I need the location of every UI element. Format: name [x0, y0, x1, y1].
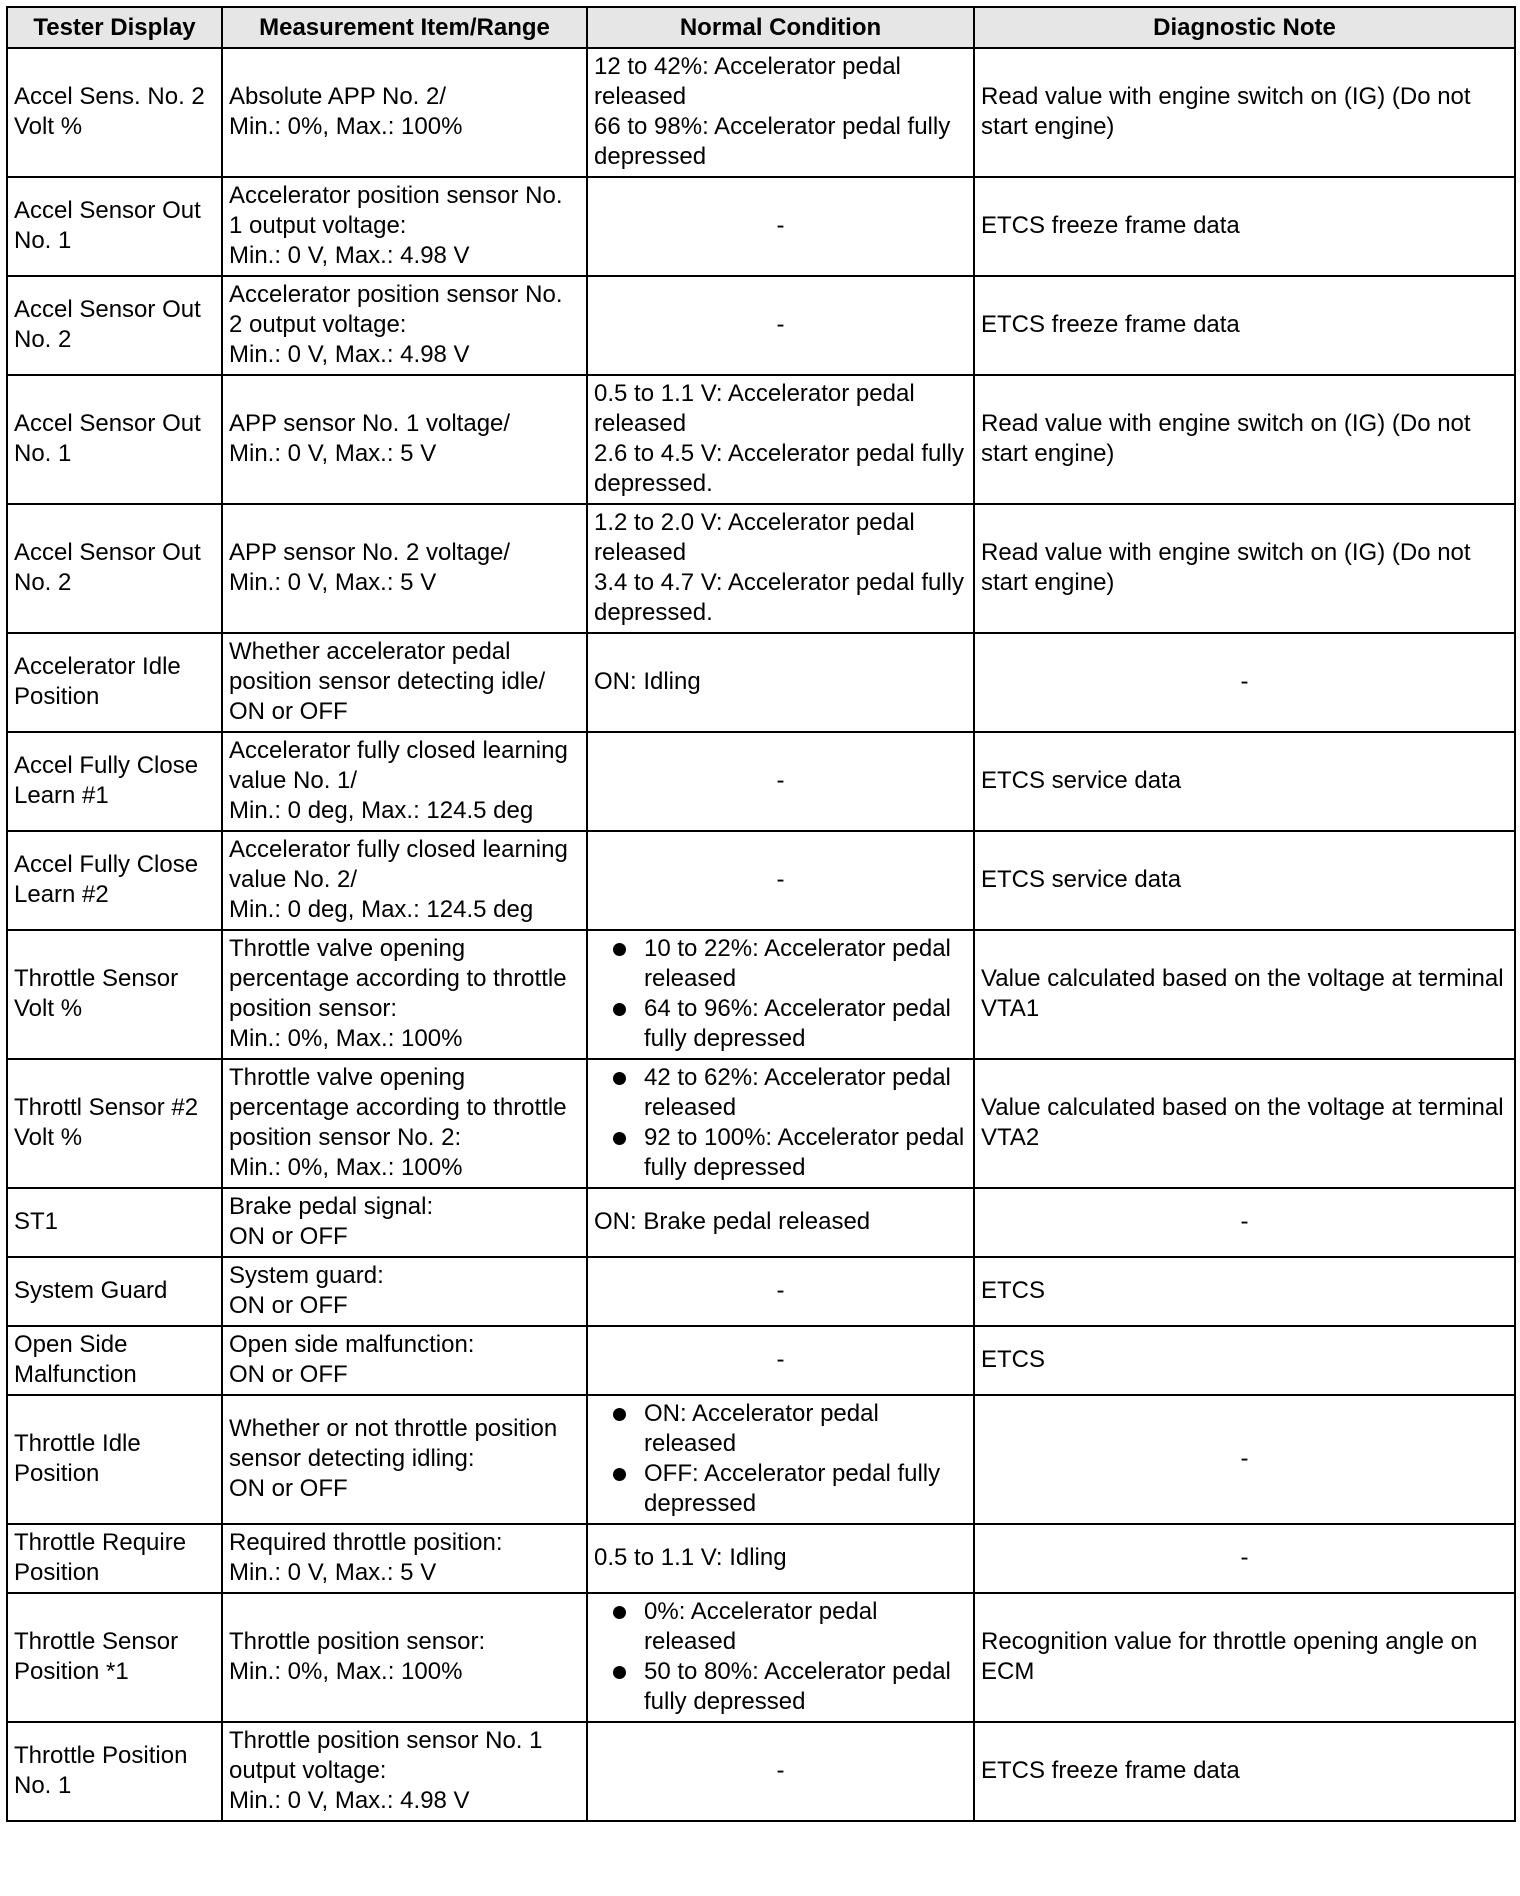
header-tester-display: Tester Display [7, 7, 222, 48]
cell-measurement-item [222, 1326, 587, 1395]
bullet-dot-icon [613, 943, 626, 956]
cell-tester-display [7, 1257, 222, 1326]
tester-display-line: System Guard [14, 1277, 168, 1304]
tester-display-line: Throttle Position [14, 1742, 188, 1769]
bullet-text: 0%: Accelerator pedal released [644, 1598, 878, 1655]
tester-display-line: Position [14, 683, 100, 710]
cell-measurement-item [222, 1722, 587, 1821]
cell-tester-display [7, 276, 222, 375]
cell-normal-condition: 0.5 to 1.1 V: Idling [587, 1524, 974, 1593]
bullet-dot-icon [613, 1408, 626, 1421]
cell-diagnostic-note: ETCS freeze frame data [974, 177, 1515, 276]
measurement-line: Min.: 0 V, Max.: 5 V [229, 569, 437, 596]
bullet-dot-icon [613, 1606, 626, 1619]
cell-diagnostic-note: ETCS service data [974, 732, 1515, 831]
table-row [7, 1257, 1515, 1326]
cell-measurement-item [222, 732, 587, 831]
cell-measurement-item [222, 1188, 587, 1257]
measurement-line: Min.: 0 deg, Max.: 124.5 deg [229, 896, 534, 923]
tester-display-line: Position *1 [14, 1658, 129, 1685]
bullet-text: 64 to 96%: Accelerator pedal fully depressed [644, 995, 951, 1052]
data-list-page [6, 6, 1514, 1822]
tester-display-line: Position [14, 1559, 100, 1586]
normal-condition-line: 2.6 to 4.5 V: Accelerator pedal fully depressed. [594, 440, 964, 497]
normal-condition-bullet-list [594, 1597, 967, 1717]
table-row [7, 732, 1515, 831]
header-normal-condition: Normal Condition [587, 7, 974, 48]
normal-condition-bullet [594, 1597, 967, 1657]
cell-measurement-item [222, 1524, 587, 1593]
table-row [7, 1722, 1515, 1821]
bullet-dot-icon [613, 1072, 626, 1085]
cell-diagnostic-note: - [974, 633, 1515, 732]
cell-measurement-item [222, 930, 587, 1059]
normal-condition-bullet [594, 994, 967, 1054]
cell-diagnostic-note: Value calculated based on the voltage at terminal VTA1 [974, 930, 1515, 1059]
bullet-dot-icon [613, 1003, 626, 1016]
cell-diagnostic-note: Read value with engine switch on (IG) (Do not start engine) [974, 504, 1515, 633]
tester-display-line: Accelerator Idle [14, 653, 181, 680]
tester-display-line: Throttle Require [14, 1529, 187, 1556]
tester-display-line: Throttle Idle [14, 1430, 141, 1457]
cell-normal-condition [587, 48, 974, 177]
cell-diagnostic-note: ETCS freeze frame data [974, 276, 1515, 375]
cell-measurement-item [222, 633, 587, 732]
measurement-line: Throttle position sensor: [229, 1628, 486, 1655]
measurement-line: Min.: 0%, Max.: 100% [229, 1154, 463, 1181]
normal-condition-bullet-list [594, 934, 967, 1054]
cell-tester-display [7, 930, 222, 1059]
normal-condition-line: 66 to 98%: Accelerator pedal fully depressed [594, 113, 951, 170]
measurement-line: Accelerator position sensor No. 2 output voltage: [229, 281, 563, 338]
cell-normal-condition [587, 375, 974, 504]
measurement-line: Whether or not throttle position sensor detecting idling: [229, 1415, 558, 1472]
normal-condition-bullet [594, 1123, 967, 1183]
tester-display-line: Open Side [14, 1331, 128, 1358]
cell-measurement-item [222, 276, 587, 375]
table-header-row [7, 7, 1515, 48]
cell-tester-display [7, 1188, 222, 1257]
cell-measurement-item [222, 1257, 587, 1326]
cell-tester-display [7, 732, 222, 831]
normal-condition-bullet [594, 934, 967, 994]
cell-normal-condition: - [587, 1257, 974, 1326]
bullet-text: OFF: Accelerator pedal fully depressed [644, 1460, 941, 1517]
bullet-text: 50 to 80%: Accelerator pedal fully depressed [644, 1658, 951, 1715]
cell-tester-display [7, 177, 222, 276]
table-row [7, 1059, 1515, 1188]
cell-normal-condition: - [587, 732, 974, 831]
tester-display-line: Volt % [14, 1124, 83, 1151]
normal-condition-line: 1.2 to 2.0 V: Accelerator pedal released [594, 509, 915, 566]
normal-condition-line: 0.5 to 1.1 V: Accelerator pedal released [594, 380, 915, 437]
cell-normal-condition: - [587, 177, 974, 276]
cell-measurement-item [222, 831, 587, 930]
cell-tester-display [7, 831, 222, 930]
cell-normal-condition [587, 504, 974, 633]
cell-normal-condition [587, 1395, 974, 1524]
measurement-line: Accelerator fully closed learning value No. 2/ [229, 836, 568, 893]
cell-diagnostic-note: ETCS [974, 1257, 1515, 1326]
table-row [7, 1188, 1515, 1257]
measurement-line: Whether accelerator pedal position sensor detecting idle/ [229, 638, 546, 695]
tester-display-line: Throttle Sensor [14, 1628, 179, 1655]
cell-tester-display [7, 1722, 222, 1821]
cell-tester-display [7, 1395, 222, 1524]
measurement-line: Required throttle position: [229, 1529, 503, 1556]
measurement-line: Throttle valve opening percentage according to throttle position sensor No. 2: [229, 1064, 567, 1151]
normal-condition-bullet [594, 1657, 967, 1717]
tester-display-line: ST1 [14, 1208, 59, 1235]
measurement-line: ON or OFF [229, 1292, 348, 1319]
tester-display-line: Accel Sens. No. 2 [14, 83, 205, 110]
table-row [7, 504, 1515, 633]
measurement-line: Open side malfunction: [229, 1331, 475, 1358]
table-row [7, 633, 1515, 732]
bullet-text: 10 to 22%: Accelerator pedal released [644, 935, 951, 992]
measurement-line: APP sensor No. 2 voltage/ [229, 539, 511, 566]
cell-normal-condition: - [587, 1722, 974, 1821]
measurement-line: Min.: 0%, Max.: 100% [229, 1658, 463, 1685]
table-row [7, 831, 1515, 930]
cell-measurement-item [222, 1059, 587, 1188]
table-row [7, 177, 1515, 276]
cell-diagnostic-note: ETCS freeze frame data [974, 1722, 1515, 1821]
cell-measurement-item [222, 1593, 587, 1722]
table-row [7, 1524, 1515, 1593]
normal-condition-line: 3.4 to 4.7 V: Accelerator pedal fully depressed. [594, 569, 964, 626]
normal-condition-bullet [594, 1399, 967, 1459]
cell-diagnostic-note: Read value with engine switch on (IG) (Do not start engine) [974, 375, 1515, 504]
tester-display-line: Volt % [14, 113, 83, 140]
normal-condition-line: 12 to 42%: Accelerator pedal released [594, 53, 901, 110]
tester-display-line: No. 1 [14, 1772, 72, 1799]
measurement-line: ON or OFF [229, 1223, 348, 1250]
cell-normal-condition: - [587, 276, 974, 375]
measurement-line: Min.: 0 V, Max.: 5 V [229, 1559, 437, 1586]
cell-tester-display [7, 504, 222, 633]
bullet-dot-icon [613, 1132, 626, 1145]
cell-measurement-item [222, 48, 587, 177]
normal-condition-bullet [594, 1459, 967, 1519]
table-row [7, 930, 1515, 1059]
normal-condition-bullet-list [594, 1399, 967, 1519]
tester-display-line: Volt % [14, 995, 83, 1022]
cell-diagnostic-note: Recognition value for throttle opening angle on ECM [974, 1593, 1515, 1722]
tester-display-line: No. 1 [14, 227, 72, 254]
cell-tester-display [7, 633, 222, 732]
measurement-line: Throttle valve opening percentage according to throttle position sensor: [229, 935, 567, 1022]
bullet-text: 42 to 62%: Accelerator pedal released [644, 1064, 951, 1121]
tester-display-line: Accel Sensor Out [14, 539, 201, 566]
tester-display-line: Learn #2 [14, 881, 109, 908]
measurement-line: Min.: 0%, Max.: 100% [229, 1025, 463, 1052]
measurement-line: Min.: 0 V, Max.: 4.98 V [229, 341, 470, 368]
cell-tester-display [7, 1524, 222, 1593]
measurement-line: Brake pedal signal: [229, 1193, 434, 1220]
cell-normal-condition: - [587, 831, 974, 930]
cell-diagnostic-note: ETCS service data [974, 831, 1515, 930]
cell-diagnostic-note: - [974, 1188, 1515, 1257]
bullet-text: 92 to 100%: Accelerator pedal fully depressed [644, 1124, 965, 1181]
bullet-text: ON: Accelerator pedal released [644, 1400, 879, 1457]
measurement-line: Min.: 0 V, Max.: 4.98 V [229, 242, 470, 269]
tester-display-line: Accel Sensor Out [14, 197, 201, 224]
measurement-line: Throttle position sensor No. 1 output voltage: [229, 1727, 543, 1784]
measurement-line: Accelerator position sensor No. 1 output voltage: [229, 182, 563, 239]
cell-normal-condition [587, 1059, 974, 1188]
tester-display-line: Accel Fully Close [14, 851, 199, 878]
measurement-line: System guard: [229, 1262, 384, 1289]
measurement-line: Absolute APP No. 2/ [229, 83, 447, 110]
cell-normal-condition [587, 1593, 974, 1722]
cell-tester-display [7, 1059, 222, 1188]
measurement-line: Min.: 0%, Max.: 100% [229, 113, 463, 140]
cell-normal-condition: ON: Idling [587, 633, 974, 732]
tester-display-line: No. 2 [14, 326, 72, 353]
cell-normal-condition [587, 930, 974, 1059]
table-row [7, 1593, 1515, 1722]
bullet-dot-icon [613, 1666, 626, 1679]
cell-measurement-item [222, 504, 587, 633]
measurement-line: ON or OFF [229, 1361, 348, 1388]
header-measurement-item-range: Measurement Item/Range [222, 7, 587, 48]
tester-display-line: Accel Sensor Out [14, 296, 201, 323]
tester-display-line: Throttl Sensor #2 [14, 1094, 199, 1121]
table-row [7, 375, 1515, 504]
measurement-line: ON or OFF [229, 1475, 348, 1502]
header-diagnostic-note: Diagnostic Note [974, 7, 1515, 48]
tester-display-line: Malfunction [14, 1361, 137, 1388]
cell-normal-condition: ON: Brake pedal released [587, 1188, 974, 1257]
table-body [7, 48, 1515, 1821]
data-list-table [6, 6, 1516, 1822]
cell-normal-condition: - [587, 1326, 974, 1395]
cell-diagnostic-note: - [974, 1395, 1515, 1524]
measurement-line: ON or OFF [229, 698, 348, 725]
cell-diagnostic-note: ETCS [974, 1326, 1515, 1395]
tester-display-line: Learn #1 [14, 782, 109, 809]
measurement-line: Accelerator fully closed learning value No. 1/ [229, 737, 568, 794]
table-row [7, 1395, 1515, 1524]
cell-tester-display [7, 375, 222, 504]
normal-condition-bullet [594, 1063, 967, 1123]
tester-display-line: No. 2 [14, 569, 72, 596]
cell-tester-display [7, 1326, 222, 1395]
tester-display-line: No. 1 [14, 440, 72, 467]
tester-display-line: Position [14, 1460, 100, 1487]
measurement-line: Min.: 0 V, Max.: 4.98 V [229, 1787, 470, 1814]
table-row [7, 48, 1515, 177]
measurement-line: Min.: 0 V, Max.: 5 V [229, 440, 437, 467]
cell-measurement-item [222, 1395, 587, 1524]
tester-display-line: Accel Fully Close [14, 752, 199, 779]
cell-tester-display [7, 1593, 222, 1722]
cell-diagnostic-note: - [974, 1524, 1515, 1593]
cell-measurement-item [222, 177, 587, 276]
table-row [7, 276, 1515, 375]
tester-display-line: Throttle Sensor [14, 965, 179, 992]
cell-tester-display [7, 48, 222, 177]
cell-diagnostic-note: Read value with engine switch on (IG) (Do not start engine) [974, 48, 1515, 177]
bullet-dot-icon [613, 1468, 626, 1481]
normal-condition-bullet-list [594, 1063, 967, 1183]
table-row [7, 1326, 1515, 1395]
cell-measurement-item [222, 375, 587, 504]
cell-diagnostic-note: Value calculated based on the voltage at terminal VTA2 [974, 1059, 1515, 1188]
measurement-line: APP sensor No. 1 voltage/ [229, 410, 511, 437]
tester-display-line: Accel Sensor Out [14, 410, 201, 437]
measurement-line: Min.: 0 deg, Max.: 124.5 deg [229, 797, 534, 824]
